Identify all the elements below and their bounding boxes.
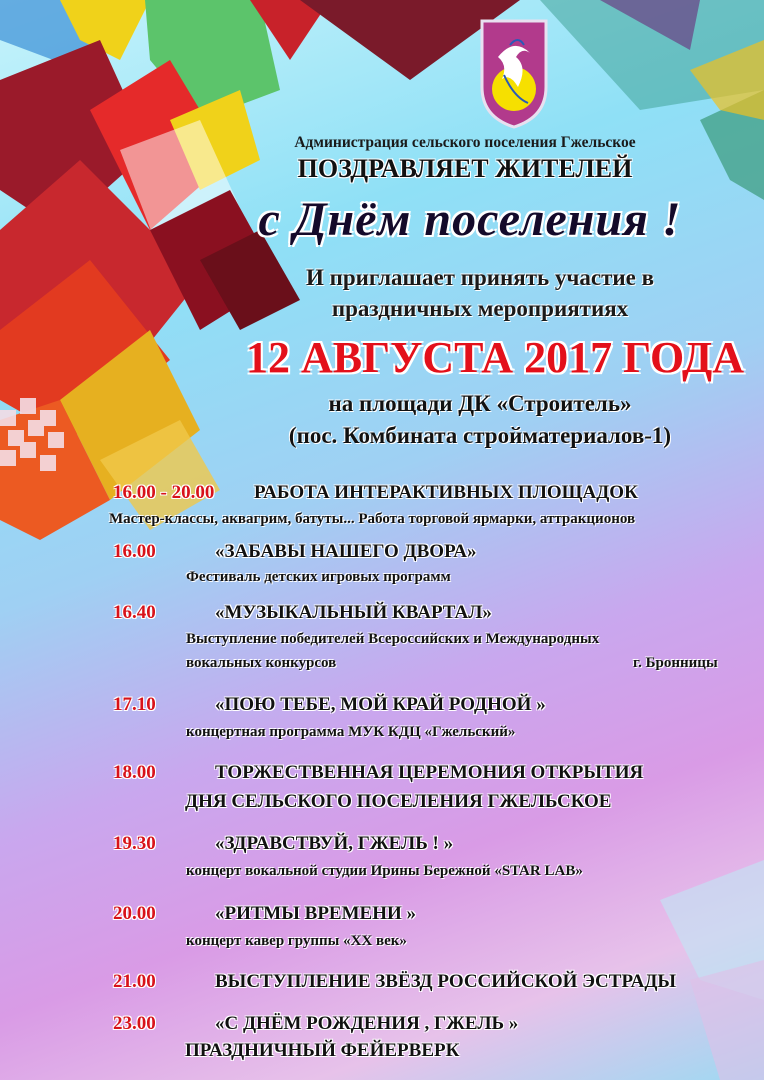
congrats-heading: ПОЗДРАВЛЯЕТ ЖИТЕЛЕЙ — [297, 154, 633, 183]
event-time: 20.00 — [113, 903, 156, 924]
event-time: 16.00 - 20.00 — [113, 482, 215, 503]
event-title-line-2: ДНЯ СЕЛЬСКОГО ПОСЕЛЕНИЯ ГЖЕЛЬСКОЕ — [185, 791, 612, 812]
event-time: 19.30 — [113, 833, 156, 854]
event-location: г. Бронницы — [633, 655, 718, 671]
event-description: концертная программа МУК КДЦ «Гжельский» — [186, 724, 516, 740]
event-time: 21.00 — [113, 971, 156, 992]
event-description: концерт кавер группы «XX век» — [186, 933, 407, 949]
day-title: с Днём поселения ! — [258, 193, 682, 246]
coat-of-arms-emblem — [478, 17, 550, 129]
event-time: 18.00 — [113, 762, 156, 783]
event-title: ВЫСТУПЛЕНИЕ ЗВЁЗД РОССИЙСКОЙ ЭСТРАДЫ — [215, 971, 677, 992]
event-description: концерт вокальной студии Ирины Бережной «STAR LAB» — [186, 863, 583, 879]
invite-text — [230, 262, 730, 324]
event-title: «РИТМЫ ВРЕМЕНИ » — [215, 903, 417, 924]
event-title: «ЗДРАВСТВУЙ, ГЖЕЛЬ ! » — [215, 833, 454, 854]
event-time: 16.00 — [113, 541, 156, 562]
invite-line-1: И приглашает принять участие в — [305, 265, 655, 290]
invite-line-2: праздничных мероприятиях — [331, 296, 629, 321]
venue — [230, 388, 730, 452]
event-time: 17.10 — [113, 694, 156, 715]
event-time: 16.40 — [113, 602, 156, 623]
event-date: 12 АВГУСТА 2017 ГОДА — [245, 333, 745, 382]
event-title: «С ДНЁМ РОЖДЕНИЯ , ГЖЕЛЬ » — [215, 1013, 519, 1034]
venue-line-1: на площади ДК «Строитель» — [328, 391, 632, 416]
event-description: вокальных конкурсов — [186, 655, 337, 671]
event-description: Фестиваль детских игровых программ — [186, 569, 451, 585]
event-time: 23.00 — [113, 1013, 156, 1034]
event-title-line-2: ПРАЗДНИЧНЫЙ ФЕЙЕРВЕРК — [185, 1040, 460, 1061]
event-description: Выступление победителей Всероссийских и Международных — [186, 631, 600, 647]
event-title: РАБОТА ИНТЕРАКТИВНЫХ ПЛОЩАДОК — [254, 482, 638, 503]
event-title: «ЗАБАВЫ НАШЕГО ДВОРА» — [215, 541, 477, 562]
venue-line-2: (пос. Комбината стройматериалов-1) — [288, 423, 672, 448]
event-description: Мастер-классы, аквагрим, батуты... Работа торговой ярмарки, аттракционов — [109, 511, 636, 527]
event-title: «МУЗЫКАЛЬНЫЙ КВАРТАЛ» — [215, 602, 492, 623]
event-title: ТОРЖЕСТВЕННАЯ ЦЕРЕМОНИЯ ОТКРЫТИЯ — [215, 762, 644, 783]
admin-line: Администрация сельского поселения Гжельское — [294, 134, 636, 151]
event-title: «ПОЮ ТЕБЕ, МОЙ КРАЙ РОДНОЙ » — [215, 694, 546, 715]
